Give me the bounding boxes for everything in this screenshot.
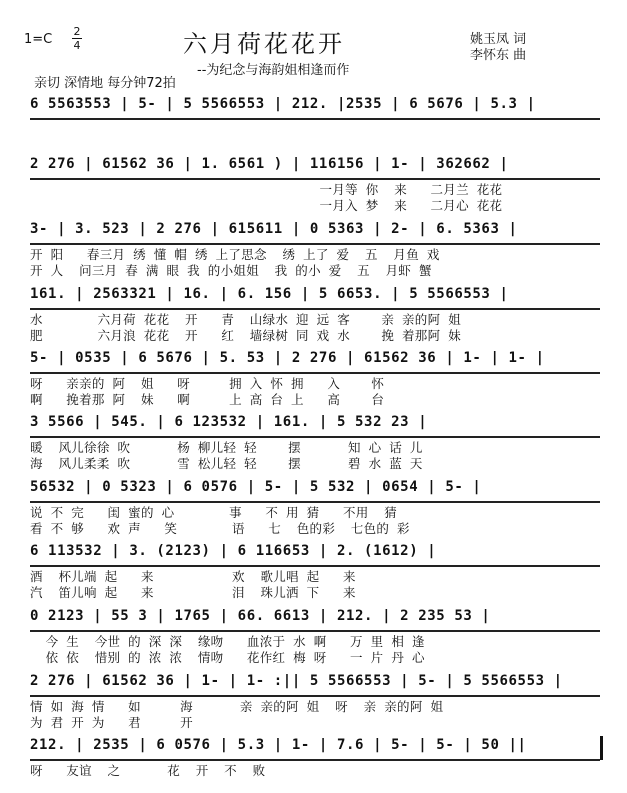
lyric-verse-2: 为 君 开 为 君 开	[30, 715, 193, 730]
notation-line: 56532 | 0 5323 | 6 0576 | 5- | 5 532 | 0654 | 5- |	[30, 479, 600, 503]
meter-bottom: 4	[73, 39, 81, 52]
lyric-verse-2: 依 依 惜别 的 浓 浓 情吻 花作红 梅 呀 一 片 丹 心	[30, 650, 425, 665]
notation-line: 3- | 3. 523 | 2 276 | 615611 | 0 5363 | 2- | 6. 5363 |	[30, 221, 600, 245]
lyric-verse-2: 啊 挽着那 阿 妹 啊 上 高 台 上 高 台	[30, 392, 385, 407]
notation-line: 161. | 2563321 | 16. | 6. 156 | 5 6653. | 5 5566553 |	[30, 286, 600, 310]
song-title: 六月荷花花开	[183, 30, 345, 58]
notation-line: 5- | 0535 | 6 5676 | 5. 53 | 2 276 | 61562 36 | 1- | 1- |	[30, 350, 600, 374]
lyric-verse-1: 一月等 你 来 二月兰 花花	[30, 182, 503, 197]
lyric-verse-1: 呀 友谊 之 花 开 不 败	[30, 763, 266, 778]
notation-line: 3 5566 | 545. | 6 123532 | 161. | 5 532 23 |	[30, 414, 600, 438]
tempo-marking: 亲切 深情地 每分钟72拍	[34, 76, 176, 91]
lyric-verse-2: 一月入 梦 来 二月心 花花	[30, 198, 503, 213]
meter-top: 2	[73, 25, 81, 38]
notation-line: 6 5563553 | 5- | 5 5566553 | 212. |2535 | 6 5676 | 5.3 |	[30, 96, 600, 120]
notation-line: 6 113532 | 3. (2123) | 6 116653 | 2. (1612) |	[30, 543, 600, 567]
notation-line: 0 2123 | 55 3 | 1765 | 66. 6613 | 212. | 2 235 53 |	[30, 608, 600, 632]
notation-line: 2 276 | 61562 36 | 1- | 1- :|| 5 5566553 | 5- | 5 5566553 |	[30, 673, 600, 697]
lyric-verse-2: 海 风儿柔柔 吹 雪 松儿轻 轻 摆 碧 水 蓝 天	[30, 456, 423, 471]
lyric-verse-1: 说 不 完 闺 蜜的 心 事 不 用 猜 不用 猜	[30, 505, 398, 520]
notation-line: 212. | 2535 | 6 0576 | 5.3 | 1- | 7.6 | 5- | 5- | 50 ||	[30, 737, 600, 761]
final-barline	[600, 736, 603, 760]
lyric-verse-1: 今 生 今世 的 深 深 缘吻 血浓于 水 啊 万 里 相 逢	[30, 634, 425, 649]
lyric-verse-1: 水 六月荷 花花 开 青 山绿水 迎 远 客 亲 亲的阿 姐	[30, 312, 462, 327]
lyric-verse-1: 呀 亲亲的 阿 姐 呀 拥 入 怀 拥 入 怀	[30, 376, 385, 391]
lyric-verse-2: 肥 六月浪 花花 开 红 墙绿树 同 戏 水 挽 着那阿 妹	[30, 328, 462, 343]
notation-line: 2 276 | 61562 36 | 1. 6561 ) | 116156 | 1- | 362662 |	[30, 156, 600, 180]
lyric-verse-1: 情 如 海 情 如 海 亲 亲的阿 姐 呀 亲 亲的阿 姐	[30, 699, 444, 714]
lyric-verse-2: 开 人 问三月 春 满 眼 我 的小姐姐 我 的小 爱 五 月虾 蟹	[30, 263, 432, 278]
lyricist-credit: 姚玉凤 词	[470, 32, 527, 47]
lyric-verse-1: 开 阳 春三月 绣 懂 帽 绣 上了思念 绣 上了 爱 五 月鱼 戏	[30, 247, 440, 262]
lyric-verse-2: 汽 笛儿响 起 来 泪 珠儿洒 下 来	[30, 585, 356, 600]
composer-credit: 李怀东 曲	[470, 48, 527, 63]
lyric-verse-2: 看 不 够 欢 声 笑 语 七 色的彩 七色的 彩	[30, 521, 410, 536]
song-subtitle: --为纪念与海韵姐相逢而作	[197, 63, 350, 78]
key-signature: 1=C	[24, 32, 53, 47]
lyric-verse-1: 酒 杯儿端 起 来 欢 歌儿唱 起 来	[30, 569, 356, 584]
time-signature	[72, 26, 82, 51]
lyric-verse-1: 暖 风儿徐徐 吹 杨 柳儿轻 轻 摆 知 心 话 儿	[30, 440, 423, 455]
